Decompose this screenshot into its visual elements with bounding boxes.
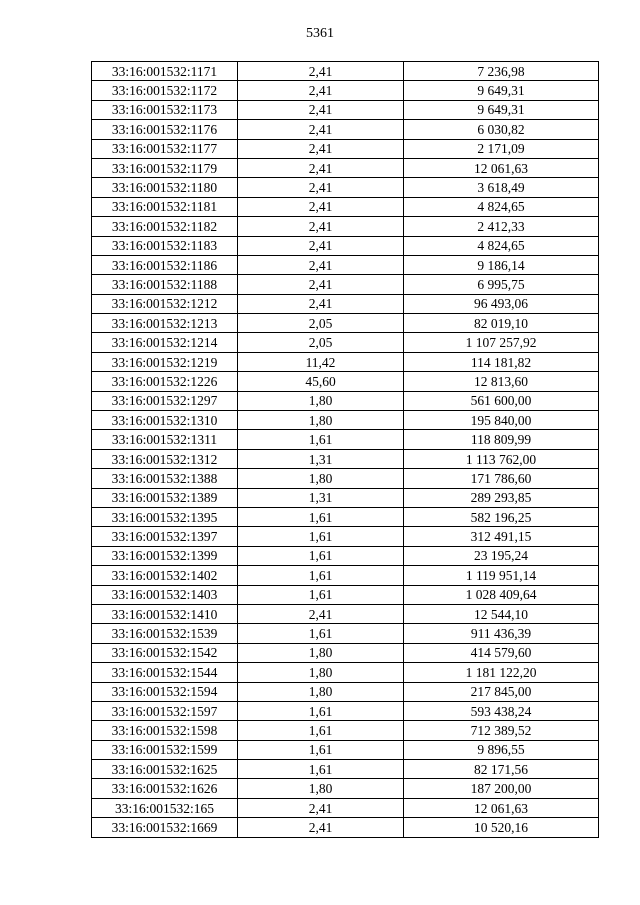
- value-cell: 10 520,16: [404, 818, 599, 837]
- coefficient-cell: 1,61: [238, 566, 404, 585]
- coefficient-cell: 11,42: [238, 352, 404, 371]
- value-cell: 12 061,63: [404, 158, 599, 177]
- cadastral-number-cell: 33:16:001532:165: [92, 798, 238, 817]
- coefficient-cell: 45,60: [238, 372, 404, 391]
- value-cell: 1 119 951,14: [404, 566, 599, 585]
- table-row: [92, 546, 599, 565]
- cadastral-number-cell: 33:16:001532:1226: [92, 372, 238, 391]
- cadastral-number-cell: 33:16:001532:1539: [92, 624, 238, 643]
- value-cell: 114 181,82: [404, 352, 599, 371]
- coefficient-cell: 2,41: [238, 604, 404, 623]
- coefficient-cell: 2,41: [238, 255, 404, 274]
- cadastral-number-cell: 33:16:001532:1214: [92, 333, 238, 352]
- table-row: [92, 62, 599, 81]
- table-row: [92, 449, 599, 468]
- value-cell: 3 618,49: [404, 178, 599, 197]
- coefficient-cell: 2,41: [238, 62, 404, 81]
- value-cell: 9 649,31: [404, 100, 599, 119]
- table-body: [92, 62, 599, 838]
- coefficient-cell: 1,80: [238, 411, 404, 430]
- table-row: [92, 158, 599, 177]
- value-cell: 561 600,00: [404, 391, 599, 410]
- cadastral-number-cell: 33:16:001532:1176: [92, 120, 238, 139]
- table-row: [92, 430, 599, 449]
- coefficient-cell: 1,61: [238, 527, 404, 546]
- value-cell: 12 061,63: [404, 798, 599, 817]
- cadastral-number-cell: 33:16:001532:1297: [92, 391, 238, 410]
- cadastral-number-cell: 33:16:001532:1177: [92, 139, 238, 158]
- coefficient-cell: 1,61: [238, 760, 404, 779]
- table-row: [92, 818, 599, 837]
- coefficient-cell: 1,80: [238, 391, 404, 410]
- coefficient-cell: 2,05: [238, 314, 404, 333]
- cadastral-number-cell: 33:16:001532:1212: [92, 294, 238, 313]
- value-cell: 12 813,60: [404, 372, 599, 391]
- cadastral-number-cell: 33:16:001532:1179: [92, 158, 238, 177]
- cadastral-number-cell: 33:16:001532:1395: [92, 507, 238, 526]
- coefficient-cell: 1,80: [238, 682, 404, 701]
- table-row: [92, 721, 599, 740]
- value-cell: 6 030,82: [404, 120, 599, 139]
- value-cell: 4 824,65: [404, 236, 599, 255]
- coefficient-cell: 2,41: [238, 139, 404, 158]
- coefficient-cell: 2,05: [238, 333, 404, 352]
- table-row: [92, 488, 599, 507]
- coefficient-cell: 2,41: [238, 798, 404, 817]
- coefficient-cell: 1,80: [238, 663, 404, 682]
- value-cell: 2 412,33: [404, 217, 599, 236]
- cadastral-number-cell: 33:16:001532:1389: [92, 488, 238, 507]
- value-cell: 217 845,00: [404, 682, 599, 701]
- value-cell: 9 896,55: [404, 740, 599, 759]
- value-cell: 712 389,52: [404, 721, 599, 740]
- coefficient-cell: 1,80: [238, 779, 404, 798]
- value-cell: 195 840,00: [404, 411, 599, 430]
- value-cell: 7 236,98: [404, 62, 599, 81]
- coefficient-cell: 1,61: [238, 740, 404, 759]
- table-row: [92, 682, 599, 701]
- cadastral-number-cell: 33:16:001532:1310: [92, 411, 238, 430]
- value-cell: 96 493,06: [404, 294, 599, 313]
- table-row: [92, 236, 599, 255]
- table-row: [92, 81, 599, 100]
- table-row: [92, 314, 599, 333]
- coefficient-cell: 2,41: [238, 81, 404, 100]
- table-row: [92, 391, 599, 410]
- cadastral-number-cell: 33:16:001532:1388: [92, 469, 238, 488]
- coefficient-cell: 2,41: [238, 100, 404, 119]
- cadastral-number-cell: 33:16:001532:1597: [92, 701, 238, 720]
- table-row: [92, 469, 599, 488]
- coefficient-cell: 2,41: [238, 120, 404, 139]
- coefficient-cell: 1,80: [238, 469, 404, 488]
- table-row: [92, 352, 599, 371]
- table-row: [92, 624, 599, 643]
- cadastral-number-cell: 33:16:001532:1542: [92, 643, 238, 662]
- coefficient-cell: 1,80: [238, 643, 404, 662]
- coefficient-cell: 2,41: [238, 217, 404, 236]
- table-row: [92, 779, 599, 798]
- coefficient-cell: 1,61: [238, 585, 404, 604]
- cadastral-number-cell: 33:16:001532:1544: [92, 663, 238, 682]
- value-cell: 82 171,56: [404, 760, 599, 779]
- value-cell: 1 028 409,64: [404, 585, 599, 604]
- value-cell: 4 824,65: [404, 197, 599, 216]
- table-row: [92, 197, 599, 216]
- table-row: [92, 604, 599, 623]
- cadastral-number-cell: 33:16:001532:1594: [92, 682, 238, 701]
- cadastral-number-cell: 33:16:001532:1625: [92, 760, 238, 779]
- value-cell: 582 196,25: [404, 507, 599, 526]
- value-cell: 171 786,60: [404, 469, 599, 488]
- table-row: [92, 139, 599, 158]
- value-cell: 9 649,31: [404, 81, 599, 100]
- coefficient-cell: 1,31: [238, 449, 404, 468]
- page-number: 5361: [306, 26, 334, 41]
- cadastral-number-cell: 33:16:001532:1410: [92, 604, 238, 623]
- table-row: [92, 275, 599, 294]
- table-row: [92, 411, 599, 430]
- coefficient-cell: 2,41: [238, 158, 404, 177]
- cadastral-number-cell: 33:16:001532:1171: [92, 62, 238, 81]
- cadastral-number-cell: 33:16:001532:1186: [92, 255, 238, 274]
- value-cell: 911 436,39: [404, 624, 599, 643]
- value-cell: 2 171,09: [404, 139, 599, 158]
- coefficient-cell: 2,41: [238, 818, 404, 837]
- table-row: [92, 643, 599, 662]
- cadastral-number-cell: 33:16:001532:1173: [92, 100, 238, 119]
- coefficient-cell: 2,41: [238, 275, 404, 294]
- table-row: [92, 507, 599, 526]
- cadastral-number-cell: 33:16:001532:1599: [92, 740, 238, 759]
- cadastral-number-cell: 33:16:001532:1172: [92, 81, 238, 100]
- cadastral-table: [91, 61, 599, 838]
- value-cell: 9 186,14: [404, 255, 599, 274]
- table-row: [92, 527, 599, 546]
- value-cell: 187 200,00: [404, 779, 599, 798]
- table-row: [92, 566, 599, 585]
- coefficient-cell: 2,41: [238, 178, 404, 197]
- cadastral-number-cell: 33:16:001532:1182: [92, 217, 238, 236]
- table-row: [92, 663, 599, 682]
- table-row: [92, 760, 599, 779]
- coefficient-cell: 2,41: [238, 236, 404, 255]
- coefficient-cell: 1,61: [238, 546, 404, 565]
- table-row: [92, 294, 599, 313]
- value-cell: 414 579,60: [404, 643, 599, 662]
- table-row: [92, 120, 599, 139]
- value-cell: 23 195,24: [404, 546, 599, 565]
- table-row: [92, 217, 599, 236]
- value-cell: 118 809,99: [404, 430, 599, 449]
- coefficient-cell: 2,41: [238, 197, 404, 216]
- cadastral-number-cell: 33:16:001532:1219: [92, 352, 238, 371]
- cadastral-number-cell: 33:16:001532:1399: [92, 546, 238, 565]
- table-row: [92, 372, 599, 391]
- table-row: [92, 740, 599, 759]
- value-cell: 82 019,10: [404, 314, 599, 333]
- table-row: [92, 798, 599, 817]
- cadastral-number-cell: 33:16:001532:1397: [92, 527, 238, 546]
- cadastral-number-cell: 33:16:001532:1183: [92, 236, 238, 255]
- cadastral-number-cell: 33:16:001532:1181: [92, 197, 238, 216]
- value-cell: 312 491,15: [404, 527, 599, 546]
- table-row: [92, 100, 599, 119]
- table-row: [92, 255, 599, 274]
- cadastral-number-cell: 33:16:001532:1180: [92, 178, 238, 197]
- coefficient-cell: 1,61: [238, 721, 404, 740]
- value-cell: 1 107 257,92: [404, 333, 599, 352]
- value-cell: 289 293,85: [404, 488, 599, 507]
- cadastral-number-cell: 33:16:001532:1188: [92, 275, 238, 294]
- coefficient-cell: 1,61: [238, 701, 404, 720]
- cadastral-number-cell: 33:16:001532:1598: [92, 721, 238, 740]
- cadastral-number-cell: 33:16:001532:1626: [92, 779, 238, 798]
- value-cell: 1 181 122,20: [404, 663, 599, 682]
- coefficient-cell: 1,61: [238, 624, 404, 643]
- table-row: [92, 701, 599, 720]
- value-cell: 1 113 762,00: [404, 449, 599, 468]
- value-cell: 6 995,75: [404, 275, 599, 294]
- table-row: [92, 585, 599, 604]
- cadastral-number-cell: 33:16:001532:1311: [92, 430, 238, 449]
- table-row: [92, 178, 599, 197]
- coefficient-cell: 2,41: [238, 294, 404, 313]
- table-row: [92, 333, 599, 352]
- coefficient-cell: 1,61: [238, 507, 404, 526]
- value-cell: 12 544,10: [404, 604, 599, 623]
- cadastral-number-cell: 33:16:001532:1213: [92, 314, 238, 333]
- cadastral-number-cell: 33:16:001532:1403: [92, 585, 238, 604]
- coefficient-cell: 1,61: [238, 430, 404, 449]
- cadastral-number-cell: 33:16:001532:1669: [92, 818, 238, 837]
- value-cell: 593 438,24: [404, 701, 599, 720]
- coefficient-cell: 1,31: [238, 488, 404, 507]
- cadastral-number-cell: 33:16:001532:1312: [92, 449, 238, 468]
- cadastral-number-cell: 33:16:001532:1402: [92, 566, 238, 585]
